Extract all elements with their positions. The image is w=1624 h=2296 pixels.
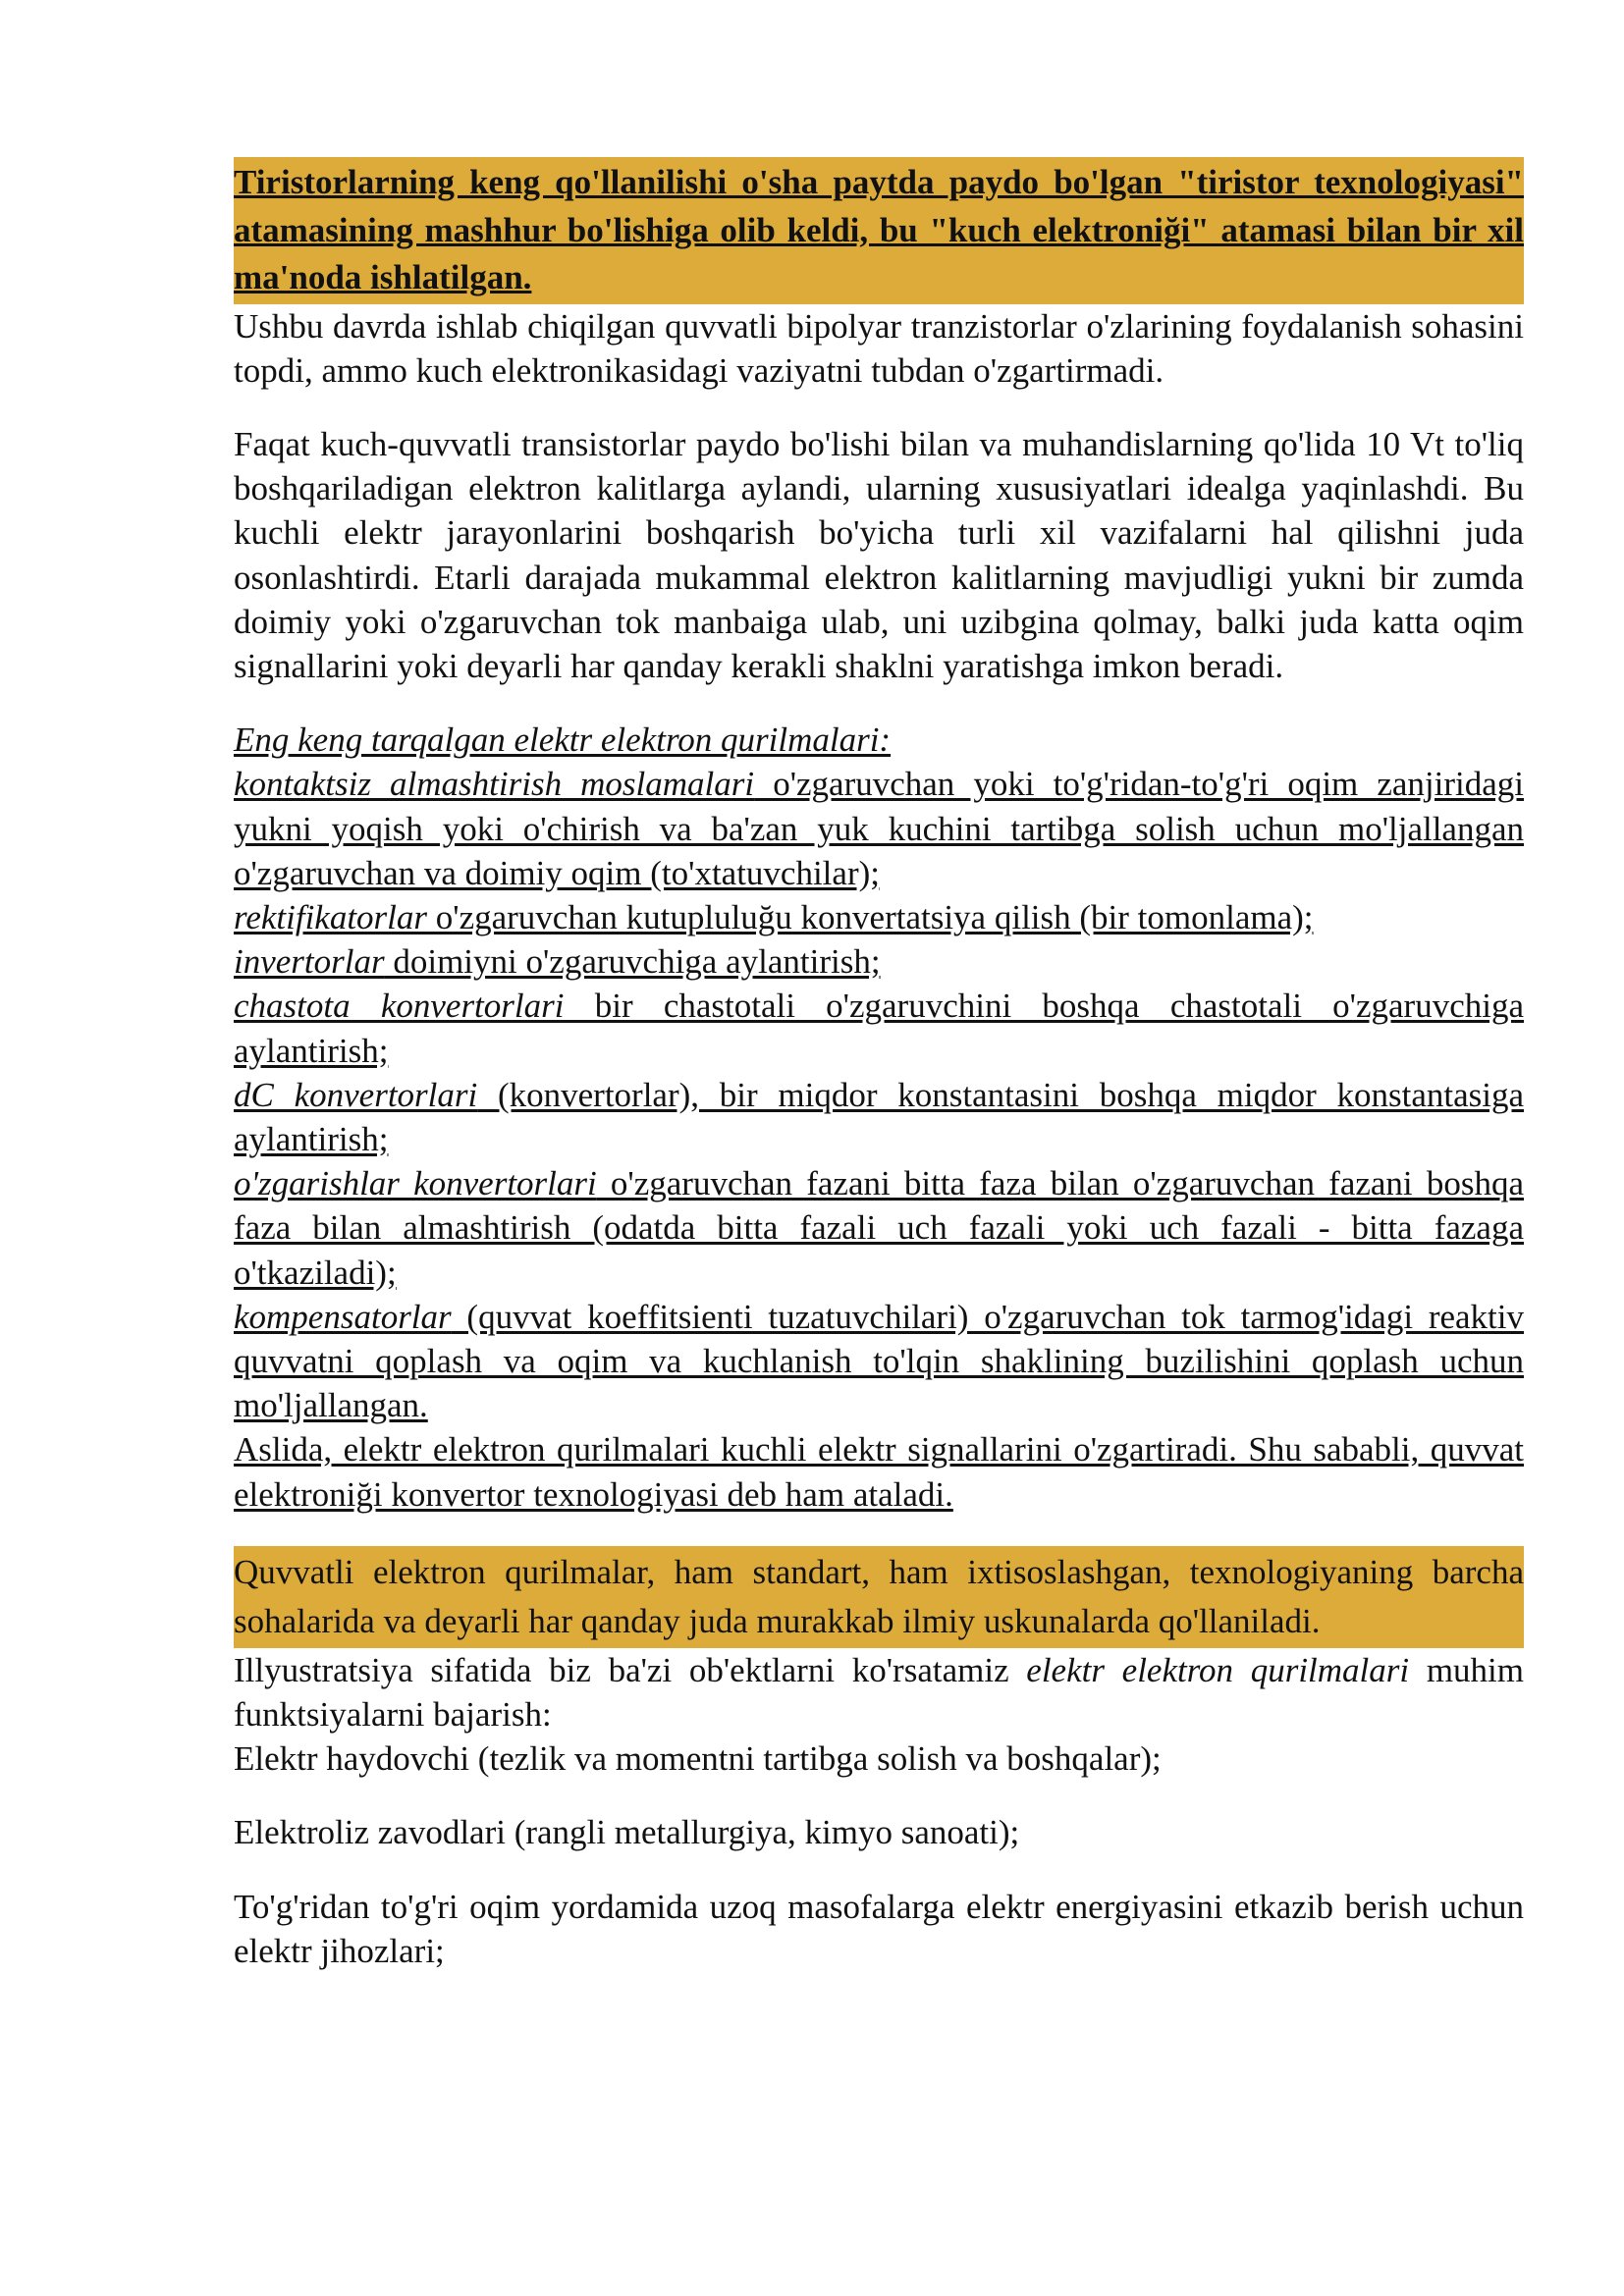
- list-item-term: o'zgarishlar konvertorlari: [234, 1164, 597, 1203]
- list-item-term: invertorlar: [234, 942, 385, 982]
- list-item-term: kontaktsiz almashtirish moslamalari: [234, 765, 755, 804]
- list-item: [234, 984, 1524, 1072]
- list-item: [234, 895, 1524, 939]
- paragraph-illustration: [234, 1648, 1524, 1736]
- illustration-text-b: muhim funktsiyalarni bajarish:: [234, 1650, 1524, 1734]
- list-item-text: bir chastotali o'zgaruvchini boshqa chastotali o'zgaruvchiga aylantirish;: [234, 987, 1524, 1070]
- illustration-text-a: Illyustratsiya sifatida biz ba'zi ob'ektlarni ko'rsatamiz: [234, 1650, 1027, 1689]
- list-item-term: dC konvertorlari: [234, 1075, 478, 1114]
- paragraph-dc-transmission: To'g'ridan to'g'ri oqim yordamida uzoq masofalarga elektr energiyasini etkazib berish uchun elektr jihozlari;: [234, 1887, 1524, 1970]
- device-list: [234, 718, 1524, 1517]
- list-item-text: o'zgaruvchan kutupluluğu konvertatsiya qilish (bir tomonlama);: [427, 897, 1314, 936]
- list-heading-text: Eng keng tarqalgan elektr elektron qurilmalari:: [234, 721, 892, 760]
- list-item: [234, 1161, 1524, 1295]
- list-item: [234, 939, 1524, 984]
- list-item-term: kompensatorlar: [234, 1297, 452, 1336]
- list-item-text: o'zgaruvchan fazani bitta faza bilan o'zgaruvchan fazani boshqa faza bilan almashtirish (odatda bitta fazali uch fazali yoki uch fazali - bitta fazaga o'tkaziladi);: [234, 1164, 1524, 1292]
- highlighted-paragraph-thyristor: Tiristorlarning keng qo'llanilishi o'sha paytda paydo bo'lgan "tiristor texnologiyasi" atamasining mashhur bo'lishiga olib keldi, bu "kuch elektroniği" atamasi bilan bir xil ma'noda ishlatilgan.: [234, 157, 1524, 304]
- highlighted-paragraph-applications: Quvvatli elektron qurilmalar, ham standart, ham ixtisoslashgan, texnologiyaning barcha sohalarida va deyarli har qanday juda murakkab ilmiy uskunalarda qo'llaniladi.: [234, 1546, 1524, 1648]
- list-item: [234, 762, 1524, 895]
- list-heading: [234, 718, 1524, 762]
- list-item: [234, 1295, 1524, 1428]
- paragraph-bipolar-transistors: Ushbu davrda ishlab chiqilgan quvvatli bipolyar tranzistorlar o'zlarining foydalanish sohasini topdi, ammo kuch elektronikasidagi vaziyatni tubdan o'zgartirmadi.: [234, 306, 1524, 390]
- list-item-text: doimiyni o'zgaruvchiga aylantirish;: [384, 942, 881, 982]
- document-page: [234, 157, 1524, 1973]
- paragraph-summary: Aslida, elektr elektron qurilmalari kuchli elektr signallarini o'zgartiradi. Shu sababli, quvvat elektroniği konvertor texnologiyasi deb ham ataladi.: [234, 1430, 1524, 1514]
- list-item-text: (konvertorlar), bir miqdor konstantasini boshqa miqdor konstantasiga aylantirish;: [234, 1075, 1524, 1158]
- paragraph-power-transistors: Faqat kuch-quvvatli transistorlar paydo bo'lishi bilan va muhandislarning qo'lida 10 Vt to'liq boshqariladigan elektron kalitlarga aylandi, ularning xususiyatlari idealga yaqinlashdi. Bu kuchli elektr jarayonlarini boshqarish bo'yicha turli xil vazifalarni hal qilishni juda osonlashtirdi. Etarli darajada mukammal elektron kalitlarning mavjudligi yukni bir zumda doimiy yoki o'zgaruvchan tok manbaiga ulab, uni uzibgina qolmay, balki juda katta oqim signallarini yoki deyarli har qanday kerakli shaklni yaratishga imkon beradi.: [234, 424, 1524, 685]
- list-item-text: (quvvat koeffitsienti tuzatuvchilari) o'zgaruvchan tok tarmog'idagi reaktiv quvvatni qoplash va oqim va kuchlanish to'lqin shaklining buzilishini qoplash uchun mo'ljallangan.: [234, 1297, 1524, 1425]
- list-item: [234, 1073, 1524, 1161]
- paragraph-electric-drive: Elektr haydovchi (tezlik va momentni tartibga solish va boshqalar);: [234, 1739, 1162, 1779]
- list-item-term: rektifikatorlar: [234, 897, 428, 936]
- paragraph-electrolysis: Elektroliz zavodlari (rangli metallurgiya, kimyo sanoati);: [234, 1813, 1020, 1852]
- list-item-text: o'zgaruvchan yoki to'g'ridan-to'g'ri oqim zanjiridagi yukni yoqish yoki o'chirish va ba'zan yuk kuchini tartibga solish uchun mo'ljallangan o'zgaruvchan va doimiy oqim (to'xtatuvchilar);: [234, 765, 1524, 892]
- illustration-emphasis: elektr elektron qurilmalari: [1026, 1650, 1410, 1689]
- list-item-term: chastota konvertorlari: [234, 987, 565, 1026]
